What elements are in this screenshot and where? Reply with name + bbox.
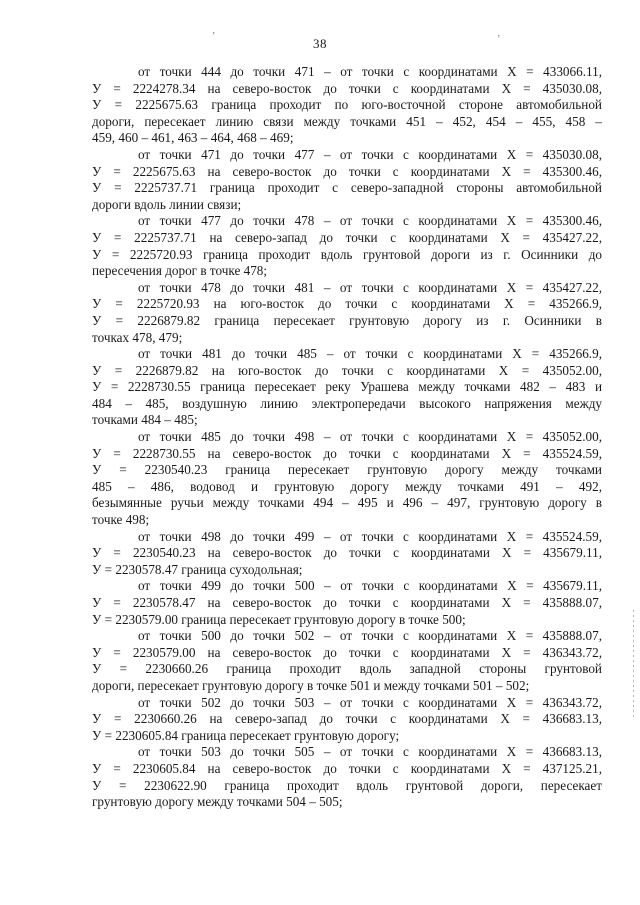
text-line: от точки 500 до точки 502 – от точки с координатами Х = 435888.07, <box>138 628 602 644</box>
scan-mark: ’ <box>212 31 216 42</box>
text-line: от точки 503 до точки 505 – от точки с координатами Х = 436683.13, <box>138 744 602 760</box>
text-line: У = 2225675.63 граница проходит по юго-восточной стороне автомобильной <box>92 97 602 113</box>
text-line: У = 2230660.26 на северо-запад до точки с координатами Х = 436683.13, <box>92 711 602 727</box>
text-line: У = 2230578.47 граница суходольная; <box>92 561 303 577</box>
text-line: У = 2230622.90 граница проходит вдоль грунтовой дороги, пересекает <box>92 777 602 793</box>
text-line: 459, 460 – 461, 463 – 464, 468 – 469; <box>92 130 294 146</box>
paragraph <box>92 529 602 579</box>
paragraph <box>92 346 602 429</box>
text-line: У = 2225720.93 граница проходит вдоль грунтовой дороги из г. Осинники до <box>92 246 602 262</box>
paragraph <box>92 147 602 213</box>
scan-mark: ’ <box>497 34 501 45</box>
text-line: от точки 481 до точки 485 – от точки с координатами Х = 435266.9, <box>138 346 602 362</box>
text-line: У = 2225737.71 граница проходит с северо-западной стороны автомобильной <box>92 180 602 196</box>
text-line: У = 2230578.47 на северо-восток до точки с координатами Х = 435888.07, <box>92 595 602 610</box>
text-line: У = 2230605.84 граница пересекает грунтовую дорогу; <box>92 727 400 743</box>
text-line: грунтовую дорогу между точками 504 – 505; <box>92 794 343 810</box>
text-line: безымянные ручьи между точками 494 – 495 и 496 – 497, грунтовую дорогу в <box>92 495 602 511</box>
paragraph <box>92 213 602 279</box>
text-line: точке 498; <box>92 512 150 528</box>
text-line: от точки 477 до точки 478 – от точки с координатами Х = 435300.46, <box>138 213 602 229</box>
paragraph <box>92 64 602 147</box>
text-line: У = 2226879.82 на юго-восток до точки с координатами Х = 435052.00, <box>92 362 602 378</box>
text-line: 484 – 485, воздушную линию электропередачи высокого напряжения между <box>92 395 602 411</box>
text-line: дороги вдоль линии связи; <box>92 196 242 212</box>
text-line: 485 – 486, водовод и грунтовую дорогу между точками 491 – 492, <box>92 478 602 494</box>
text-line: У = 2225737.71 на северо-запад до точки с координатами Х = 435427.22, <box>92 229 602 245</box>
text-line: от точки 478 до точки 481 – от точки с координатами Х = 435427.22, <box>138 279 602 295</box>
text-line: У = 2226879.82 граница пересекает грунтовую дорогу из г. Осинники в <box>92 312 602 328</box>
text-line: У = 2228730.55 граница пересекает реку Урашева между точками 482 – 483 и <box>92 379 602 395</box>
text-line: от точки 485 до точки 498 – от точки с координатами Х = 435052.00, <box>138 429 602 445</box>
text-line: У = 2228730.55 на северо-восток до точки с координатами Х = 435524.59, <box>92 445 602 461</box>
text-line: У = 2230660.26 граница проходит вдоль западной стороны грунтовой <box>92 661 602 677</box>
text-line: от точки 502 до точки 503 – от точки с координатами Х = 436343.72, <box>138 694 602 710</box>
paragraph <box>92 628 602 694</box>
text-line: от точки 444 до точки 471 – от точки с координатами Х = 433066.11, <box>138 64 602 79</box>
text-line: от точки 471 до точки 477 – от точки с координатами Х = 435030.08, <box>138 146 602 162</box>
document-body <box>92 64 602 811</box>
text-line: пересечения дорог в точке 478; <box>92 263 268 279</box>
paragraph <box>92 429 602 529</box>
text-line: У = 2230605.84 на северо-восток до точки с координатами Х = 437125.21, <box>92 760 602 776</box>
scan-edge-artifact <box>633 610 634 720</box>
text-line: точками 484 – 485; <box>92 412 198 428</box>
paragraph <box>92 744 602 810</box>
text-line: от точки 499 до точки 500 – от точки с координатами Х = 435679.11, <box>138 578 602 594</box>
text-line: У = 2230540.23 на северо-восток до точки с координатами Х = 435679.11, <box>92 545 602 561</box>
paragraph <box>92 695 602 745</box>
paragraph <box>92 578 602 628</box>
text-line: от точки 498 до точки 499 – от точки с координатами Х = 435524.59, <box>138 528 602 544</box>
text-line: У = 2224278.34 на северо-восток до точки с координатами Х = 435030.08, <box>92 80 602 96</box>
text-line: У = 2230579.00 на северо-восток до точки с координатами Х = 436343.72, <box>92 644 602 660</box>
paragraph <box>92 280 602 346</box>
text-line: дороги, пересекает линию связи между точками 451 – 452, 454 – 455, 458 – <box>92 113 602 129</box>
text-line: дороги, пересекает грунтовую дорогу в точке 501 и между точками 501 – 502; <box>92 677 530 693</box>
text-line: У = 2225720.93 на юго-восток до точки с координатами Х = 435266.9, <box>92 296 602 312</box>
text-line: У = 2230579.00 граница пересекает грунтовую дорогу в точке 500; <box>92 611 466 627</box>
text-line: точках 478, 479; <box>92 329 183 345</box>
text-line: У = 2230540.23 граница пересекает грунтовую дорогу между точками <box>92 462 602 478</box>
text-line: У = 2225675.63 на северо-восток до точки с координатами Х = 435300.46, <box>92 163 602 179</box>
page-number: 38 <box>313 36 327 51</box>
